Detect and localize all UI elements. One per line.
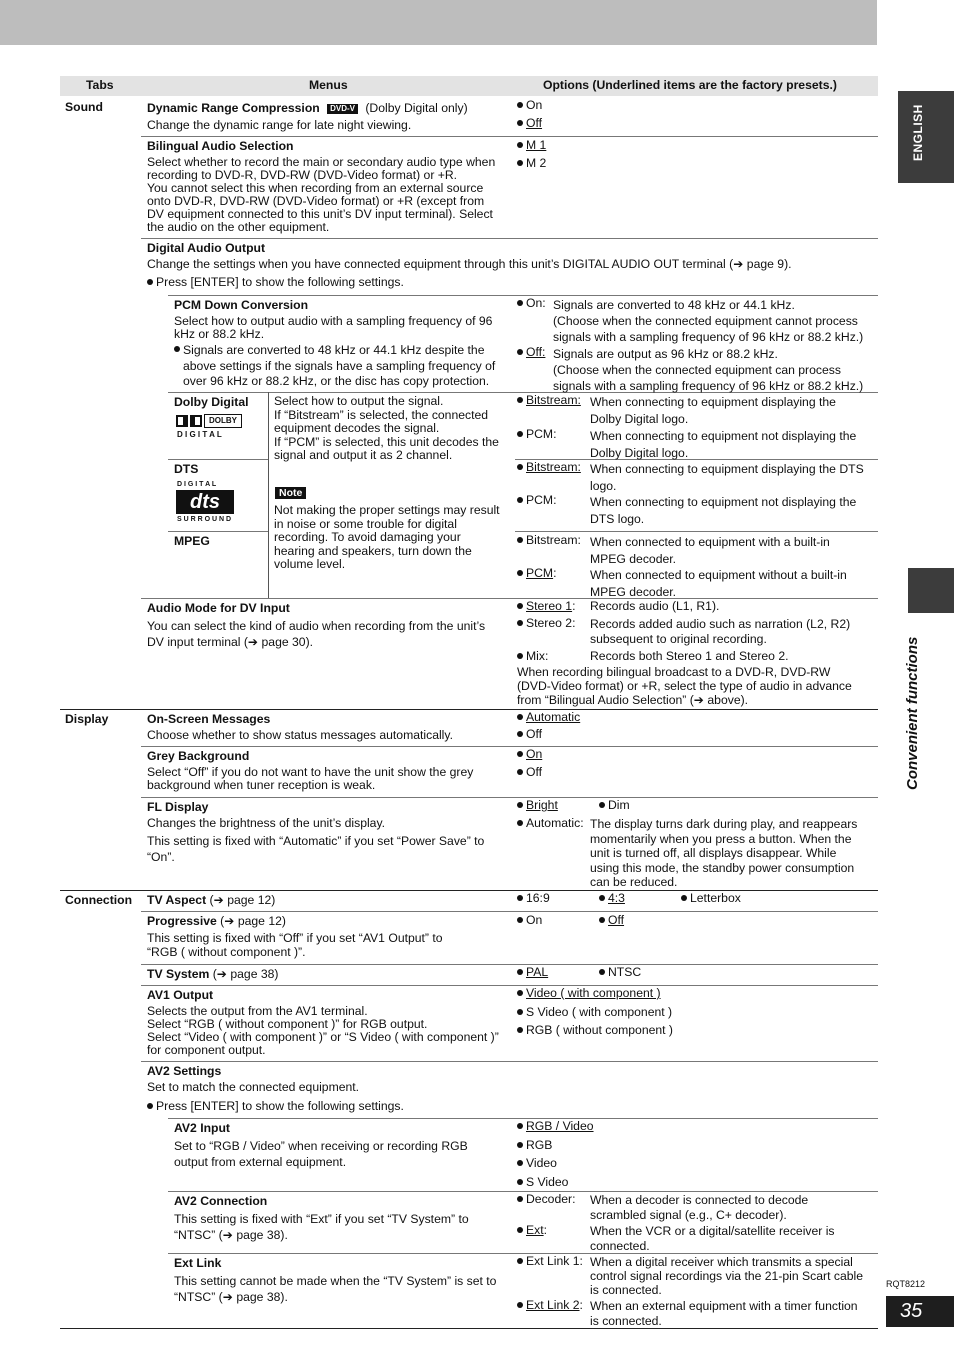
option-item: M 1 [517,139,546,153]
extlink-title: Ext Link [174,1256,222,1270]
pcm-off-label: Off: [526,345,546,359]
fl-desc1: Changes the brightness of the unit’s display. [147,816,386,830]
mpeg-title: MPEG [174,534,210,548]
grey-title: Grey Background [147,749,250,763]
bullet-icon [517,802,523,808]
av1-desc: Selects the output from the AV1 terminal. Select “RGB ( without component )” for RGB output. Select “Video ( with component )” or “S Video ( with component )” for component output. [147,1004,499,1057]
option-item: On [517,99,542,113]
bullet-icon [517,142,523,148]
divider [168,1118,878,1119]
tab-sound: Sound [65,100,103,114]
bullet-icon [517,1027,523,1033]
note-label: Note [275,487,306,499]
tab-connection: Connection [65,893,133,907]
dts-logo: D I G I T A L dts S U R R O U N D [176,481,236,525]
section-tab [908,568,954,613]
divider [141,238,878,239]
osm-desc: Choose whether to show status messages automatically. [147,728,453,742]
av2con-desc: This setting is fixed with “Ext” if you set “TV System” to “NTSC” (➔ page 38). [174,1212,469,1242]
tab-display: Display [65,712,109,726]
page-number: 35 [886,1296,954,1327]
av2-desc: Set to match the connected equipment. [147,1080,360,1094]
bilingual-title: Bilingual Audio Selection [147,139,294,153]
bullet-icon [517,603,523,609]
bullet-icon [147,279,153,285]
pcm-bullet: Signals are converted to 48 kHz or 44.1 kHz despite the above settings if the signals have a sampling frequency of over 96 kHz or 88.2 kHz, or the disc has copy protection. [183,343,496,388]
av2-title: AV2 Settings [147,1064,222,1078]
option-item: Off [517,117,542,131]
drc-suffix: (Dolby Digital only) [365,101,468,115]
fl-desc2: This setting is fixed with “Automatic” if you set “Power Save” to “On”. [147,834,485,864]
bullet-icon [517,160,523,166]
aspect-title: TV Aspect [147,893,207,907]
bullet-icon [517,769,523,775]
dv-desc: You can select the kind of audio when recording from the unit’s DV input terminal (➔ page 30). [147,619,486,649]
bullet-icon [517,1227,523,1233]
grey-desc: Select “Off” if you do not want to have the unit show the grey background when tuner reception is weak. [147,765,474,792]
top-banner [0,0,877,45]
bullet-icon [517,102,523,108]
dolby-mark-icon [176,415,188,427]
av2con-title: AV2 Connection [174,1194,268,1208]
section-divider [60,890,878,891]
bullet-icon [517,1179,523,1185]
bullet-icon [174,346,180,352]
bullet-icon [517,397,523,403]
digital-desc: Change the settings when you have connected equipment through this unit’s DIGITAL AUDIO OUT terminal (➔ page 9). [147,257,792,271]
divider [141,136,878,137]
bullet-icon [599,969,605,975]
bullet-icon [517,1258,523,1264]
prog-title: Progressive [147,914,217,928]
section-title: Convenient functions [904,636,921,790]
osm-title: On-Screen Messages [147,712,271,726]
divider [141,797,878,798]
bullet-icon [517,731,523,737]
dv-footer: When recording bilingual broadcast to a DVD-R, DVD-RW (DVD-Video format) or +R, select the type of audio in advance from “Bilingual Audio Selection” (➔ above). [517,665,852,707]
bullet-icon [517,1142,523,1148]
av2in-desc: Set to “RGB / Video” when receiving or recording RGB output from external equipment. [174,1139,468,1169]
bullet-icon [517,300,523,306]
bullet-icon [517,620,523,626]
bullet-icon [147,1103,153,1109]
section-divider [60,709,878,710]
note-text: Not making the proper settings may result in noise or some trouble for digital recording. To avoid damaging your hearing and speakers, turn down the volume level. [274,503,500,571]
bullet-icon [517,1160,523,1166]
divider [168,1191,878,1192]
divider [268,392,269,598]
bullet-icon [517,120,523,126]
bullet-icon [517,990,523,996]
av2in-title: AV2 Input [174,1121,230,1135]
bullet-icon [517,570,523,576]
bullet-icon [599,895,605,901]
divider [515,531,878,532]
output-desc: Select how to output the signal. If “Bitstream” is selected, the connected equipment decodes the signal. If “PCM” is selected, this unit decodes the signal and output it as 2 channel. [274,394,499,462]
bullet-icon [517,537,523,543]
bullet-icon [517,820,523,826]
option-item: M 2 [517,157,546,171]
bullet-icon [517,969,523,975]
header-tabs: Tabs [86,78,114,92]
divider [141,1061,878,1062]
doc-code: RQT8212 [886,1279,926,1289]
tvsys-title: TV System [147,967,210,981]
dolby-title: Dolby Digital [174,395,249,409]
bullet-icon [599,917,605,923]
dolby-mark-icon [190,415,202,427]
bullet-icon [517,653,523,659]
bullet-icon [517,431,523,437]
drc-title: Dynamic Range Compression [147,101,320,115]
divider [141,985,878,986]
language-tab [898,91,954,183]
bullet-icon [599,802,605,808]
extlink-desc: This setting cannot be made when the “TV System” is set to “NTSC” (➔ page 38). [174,1274,497,1304]
divider [141,746,878,747]
divider [168,459,268,460]
bullet-icon [517,349,523,355]
prog-desc: This setting is fixed with “Off” if you set “AV1 Output” to “RGB ( without component )”. [147,931,443,959]
dvd-v-badge: DVD-V [327,104,358,114]
divider [141,911,878,912]
header-options: Options (Underlined items are the factory presets.) [543,78,837,92]
digital-title: Digital Audio Output [147,241,266,255]
divider [168,295,878,296]
dolby-digital-logo: DOLBY D I G I T A L [176,414,242,442]
header-menus: Menus [309,78,348,92]
bullet-icon [517,1196,523,1202]
bullet-icon [517,895,523,901]
bullet-icon [517,1123,523,1129]
bullet-icon [517,714,523,720]
digital-enter: Press [ENTER] to show the following settings. [156,275,404,289]
pcm-on-label: On: [526,296,546,310]
bullet-icon [681,895,687,901]
dts-title: DTS [174,462,199,476]
fl-title: FL Display [147,800,209,814]
language-tab-label: ENGLISH [911,104,925,161]
divider [168,531,268,532]
drc-desc: Change the dynamic range for late night viewing. [147,118,412,132]
pcm-on-text: Signals are converted to 48 kHz or 44.1 kHz. (Choose when the connected equipment cannot process signals with a sampling frequency of 96 kHz or 88.2 kHz.) [553,298,864,344]
bullet-icon [517,1009,523,1015]
pcm-desc: Select how to output audio with a sampling frequency of 96 kHz or 88.2 kHz. [174,314,493,341]
bullet-icon [517,497,523,503]
bullet-icon [517,751,523,757]
bullet-icon [517,464,523,470]
bilingual-desc: Select whether to record the main or secondary audio type when recording to DVD-R, DVD-RW (DVD-Video format) or +R. You cannot select this when recording from an external source onto DVD-R, DVD-RW (DVD-Video format) or +R (except from DV equipment connected to this unit’s DV input terminal). Select the audio on the other equipment. [147,155,496,234]
av2-enter: Press [ENTER] to show the following settings. [156,1099,404,1113]
divider [141,964,878,965]
pcm-title: PCM Down Conversion [174,298,309,312]
av1-title: AV1 Output [147,988,214,1002]
dv-title: Audio Mode for DV Input [147,601,290,615]
bullet-icon [517,917,523,923]
bullet-icon [517,1302,523,1308]
pcm-off-text: Signals are output as 96 kHz or 88.2 kHz. (Choose when the connected equipment can process signals with a sampling frequency of 96 kHz or 88.2 kHz.) [553,347,864,393]
